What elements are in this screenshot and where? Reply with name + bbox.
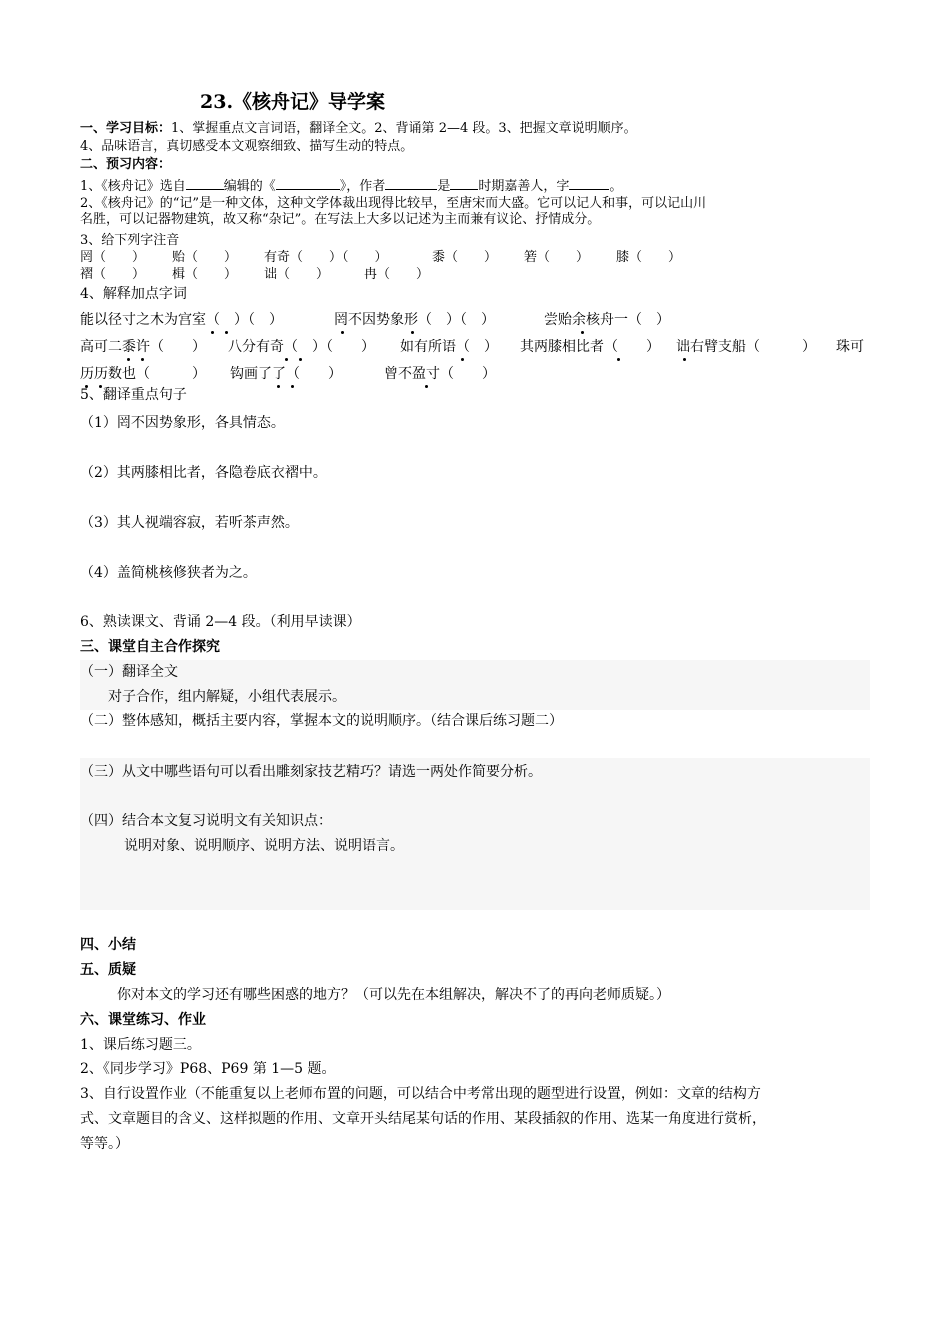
preview-q2-line1: 2、《核舟记》的“记”是一种文体，这种文学体裁出现得比较早，至唐宋而大盛。它可以记人和事，可以记山川 <box>80 196 707 211</box>
section-heading-homework: 六、课堂练习、作业 <box>80 1012 206 1028</box>
pinyin-item: 罔（ ） <box>80 250 146 265</box>
pinyin-item: 冉（ ） <box>364 267 430 282</box>
emphasis-dot <box>127 358 130 361</box>
q1-part: 1、《核舟记》选自 <box>80 179 186 194</box>
word-item: 罔不因势象形（ ）（ ） <box>334 312 495 328</box>
explore-item-3: （三）从文中哪些语句可以看出雕刻家技艺精巧？请选一两处作简要分析。 <box>80 764 542 780</box>
answer-blank[interactable] <box>276 177 340 190</box>
emphasis-dot <box>141 358 144 361</box>
emphasis-dot <box>683 358 686 361</box>
explore-item-1-desc: 对子合作，组内解疑，小组代表展示。 <box>94 689 346 705</box>
section-heading-goals: 一、学习目标： <box>80 121 172 136</box>
preview-q2-line2: 名胜，可以记器物建筑，故又称“杂记”。在写法上大多以记述为主而兼有议论、抒情成分。 <box>80 212 601 227</box>
pinyin-item: 膝（ ） <box>616 250 682 265</box>
section-heading-preview: 二、预习内容： <box>80 157 172 172</box>
homework-item-2: 2、《同步学习》P68、P69 第 1—5 题。 <box>80 1061 336 1077</box>
word-item: 诎右臂支船（ ） <box>676 339 816 355</box>
emphasis-dot <box>581 331 584 334</box>
preview-q6: 6、熟读课文、背诵 2—4 段。（利用早读课） <box>80 614 361 630</box>
answer-blank[interactable] <box>569 177 609 190</box>
emphasis-dot <box>285 358 288 361</box>
preview-q5: 5、翻译重点句子 <box>80 387 187 403</box>
preview-q3: 3、给下列字注音 <box>80 233 180 248</box>
preview-q1 <box>80 177 622 195</box>
explore-item-4-desc: 说明对象、说明顺序、说明方法、说明语言。 <box>124 838 404 854</box>
translate-sentence-4: （4）盖简桃核修狭者为之。 <box>80 565 257 581</box>
emphasis-dot <box>291 385 294 388</box>
q1-part: 时期嘉善人，字 <box>478 179 570 194</box>
emphasis-dot <box>461 358 464 361</box>
emphasis-dot <box>425 385 428 388</box>
answer-blank[interactable] <box>186 177 224 190</box>
explore-item-1: （一）翻译全文 <box>80 664 178 680</box>
emphasis-dot <box>211 331 214 334</box>
word-item: 曾不盈寸（ ） <box>384 366 496 382</box>
homework-item-3-line2: 式、文章题目的含义、这样拟题的作用、文章开头结尾某句话的作用、某段插叙的作用、选某一角度进行赏析， <box>80 1111 766 1127</box>
pinyin-item: 贻（ ） <box>172 250 238 265</box>
pinyin-item: 箬（ ） <box>524 250 590 265</box>
homework-item-3-line1: 3、自行设置作业（不能重复以上老师布置的问题，可以结合中考常出现的题型进行设置，例如：文章的结构方 <box>80 1086 761 1102</box>
pinyin-item: 黍（ ） <box>432 250 498 265</box>
q1-part: 编辑的《 <box>223 179 276 194</box>
section-heading-explore: 三、课堂自主合作探究 <box>80 639 220 655</box>
emphasis-dot <box>225 331 228 334</box>
word-item: 高可二黍许（ ） <box>80 339 206 355</box>
translate-sentence-3: （3）其人视端容寂，若听茶声然。 <box>80 515 299 531</box>
section-heading-summary: 四、小结 <box>80 937 136 953</box>
translate-sentence-2: （2）其两膝相比者，各隐卷底衣褶中。 <box>80 465 327 481</box>
preview-q4: 4、解释加点字词 <box>80 286 187 302</box>
word-item: 珠可 <box>836 339 864 355</box>
pinyin-item: 褶（ ） <box>80 267 146 282</box>
questions-text: 你对本文的学习还有哪些困惑的地方？（可以先在本组解决，解决不了的再向老师质疑。） <box>117 987 670 1003</box>
word-item: 如有所语（ ） <box>400 339 498 355</box>
word-item: 历历数也（ ） <box>80 366 206 382</box>
pinyin-item: 诎（ ） <box>264 267 330 282</box>
word-item: 八分有奇（ ）（ ） <box>228 339 375 355</box>
emphasis-dot <box>411 331 414 334</box>
explore-item-2: （二）整体感知，概括主要内容，掌握本文的说明顺序。（结合课后练习题二） <box>80 713 563 729</box>
page-title: 23.《核舟记》导学案 <box>200 91 386 113</box>
goals-text-2: 4、品味语言，真切感受本文观察细致、描写生动的特点。 <box>80 139 414 154</box>
q1-part: 》，作者 <box>339 179 386 194</box>
homework-item-3-line3: 等等。） <box>80 1136 129 1152</box>
emphasis-dot <box>277 385 280 388</box>
emphasis-dot <box>617 358 620 361</box>
goals-text-1: 1、掌握重点文言词语，翻译全文。2、背诵第 2—4 段。3、把握文章说明顺序。 <box>171 121 637 136</box>
word-item: 尝贻余核舟一（ ） <box>544 312 670 328</box>
homework-item-1: 1、课后练习题三。 <box>80 1037 201 1053</box>
translate-sentence-1: （1）罔不因势象形，各具情态。 <box>80 415 285 431</box>
pinyin-item: 楫（ ） <box>172 267 238 282</box>
answer-blank[interactable] <box>385 177 437 190</box>
word-item: 钩画了了（ ） <box>230 366 342 382</box>
emphasis-dot <box>341 331 344 334</box>
pinyin-item: 有奇（ ）（ ） <box>264 250 388 265</box>
learning-goals-line <box>80 121 637 137</box>
word-item: 能以径寸之木为宫室（ ）（ ） <box>80 312 283 328</box>
explore-item-4: （四）结合本文复习说明文有关知识点： <box>80 813 332 829</box>
q1-part: 。 <box>609 179 623 194</box>
answer-blank[interactable] <box>450 177 478 190</box>
emphasis-dot <box>299 358 302 361</box>
word-item: 其两膝相比者（ ） <box>520 339 660 355</box>
section-heading-questions: 五、质疑 <box>80 962 136 978</box>
q1-part: 是 <box>437 179 451 194</box>
